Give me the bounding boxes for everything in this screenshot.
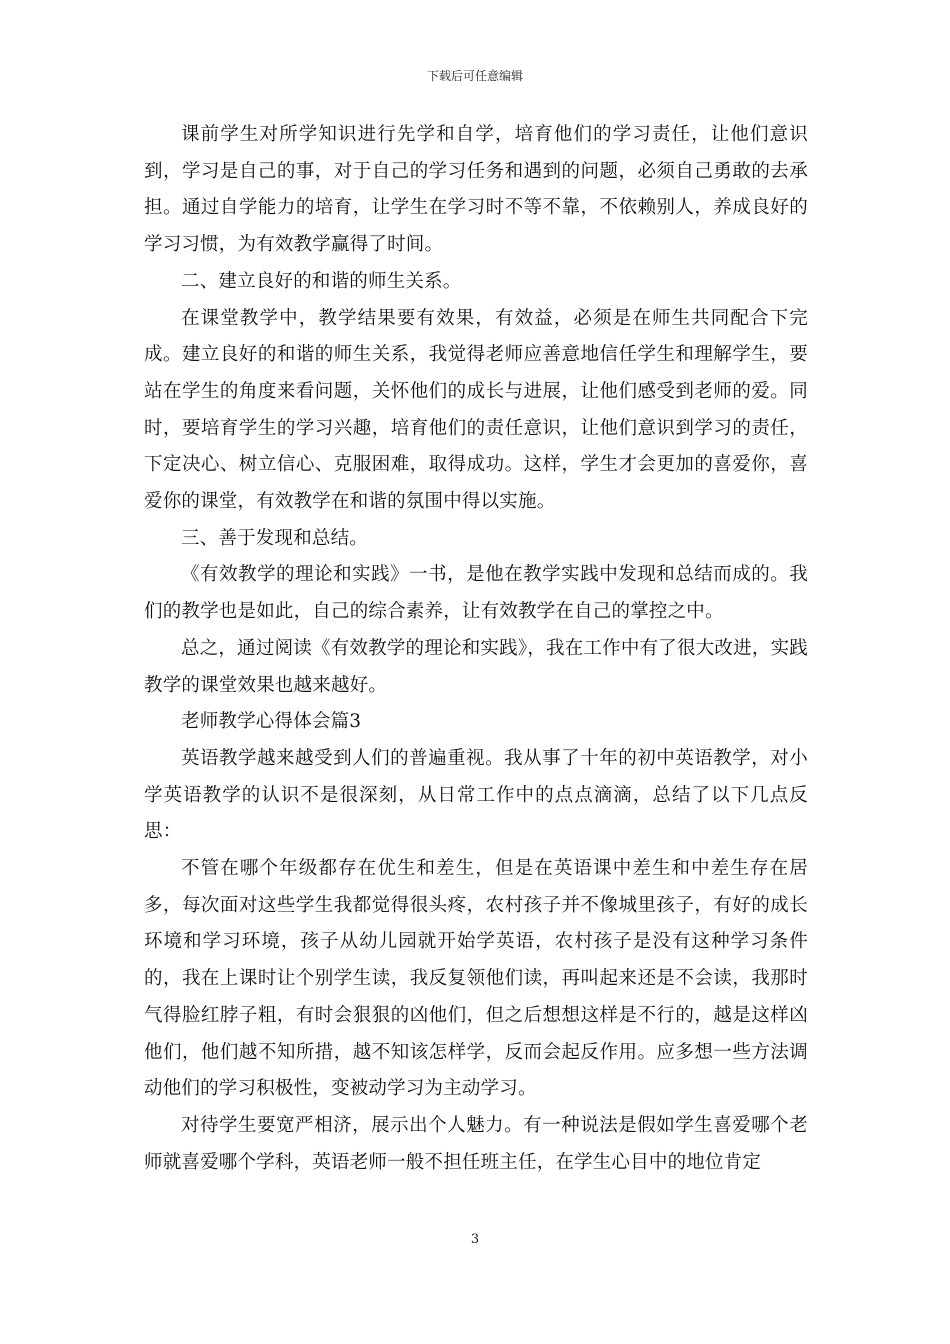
paragraph-classroom-teaching: 在课堂教学中，教学结果要有效果，有效益，必须是在师生共同配合下完成。建立良好的和谐的师生关系，我觉得老师应善意地信任学生和理解学生，要站在学生的角度来看问题，关怀他们的成长与进展，让他们感受到老师的爱。同时，要培育学生的学习兴趣，培育他们的责任意识，让他们意识到学习的责任，下定决心、树立信心、克服困难，取得成功。这样，学生才会更加的喜爱你，喜爱你的课堂，有效教学在和谐的氛围中得以实施。 [144,307,808,513]
paragraph-book-reference: 《有效教学的理论和实践》一书，是他在教学实践中发现和总结而成的。我们的教学也是如此，自己的综合素养，让有效教学在自己的掌控之中。 [144,564,808,623]
heading-discover-summarize: 三、善于发现和总结。 [181,527,369,549]
paragraph-weak-students: 不管在哪个年级都存在优生和差生，但是在英语课中差生和中差生存在居多，每次面对这些学生我都觉得很头疼，农村孩子并不像城里孩子，有好的成长环境和学习环境，孩子从幼儿园就开始学英语，农村孩子是没有这种学习条件的，我在上课时让个别学生读，我反复领他们读，再叫起来还是不会读，我那时气得脸红脖子粗，有时会狠狠的凶他们，但之后想想这样是不行的，越是这样凶他们，他们越不知所措，越不知该怎样学，反而会起反作用。应多想一些方法调动他们的学习积极性，变被动学习为主动学习。 [144,858,808,1100]
paragraph-english-teaching-intro: 英语教学越来越受到人们的普遍重视。我从事了十年的初中英语教学，对小学英语教学的认识不是很深刻，从日常工作中的点点滴滴，总结了以下几点反思： [144,747,808,843]
paragraph-conclusion: 总之，通过阅读《有效教学的理论和实践》，我在工作中有了很大改进，实践教学的课堂效果也越来越好。 [144,637,808,696]
paragraph-self-study: 课前学生对所学知识进行先学和自学，培育他们的学习责任，让他们意识到，学习是自己的事，对于自己的学习任务和遇到的问题，必须自己勇敢的去承担。通过自学能力的培育，让学生在学习时不等不靠，不依赖别人，养成良好的学习习惯，为有效教学赢得了时间。 [144,124,808,256]
document-body [144,117,808,1181]
section-title-part-3: 老师教学心得体会篇3 [181,711,362,733]
page-number: 3 [470,1232,480,1247]
heading-teacher-student-relationship: 二、建立良好的和谐的师生关系。 [181,270,462,292]
paragraph-strict-and-kind: 对待学生要宽严相济，展示出个人魅力。有一种说法是假如学生喜爱哪个老师就喜爱哪个学科，英语老师一般不担任班主任，在学生心目中的地位肯定 [144,1114,808,1173]
page-header: 下载后可任意编辑 [426,69,523,83]
